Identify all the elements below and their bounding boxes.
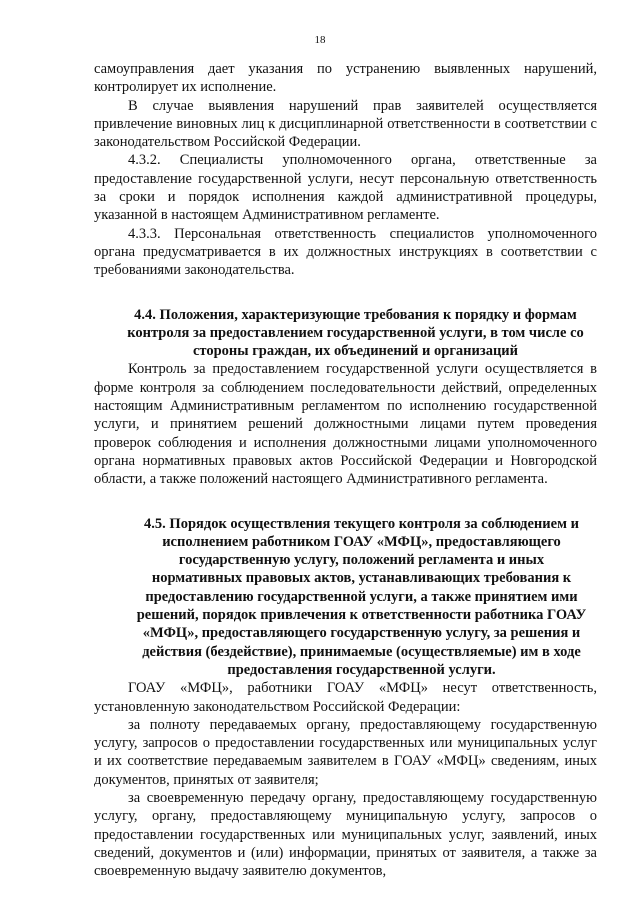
section-heading-4-4: 4.4. Положения, характеризующие требования к порядку и формам контроля за предоставлением государственной услуги, в том числе со стороны граждан, их объединений и организаций	[127, 306, 584, 360]
document-body	[94, 60, 597, 880]
paragraph-mfc-responsibility: ГОАУ «МФЦ», работники ГОАУ «МФЦ» несут ответственность, установленную законодательством Российской Федерации:	[94, 680, 597, 715]
paragraph-control-form: Контроль за предоставлением государственной услуги осуществляется в форме контроля за соблюдением последовательности действий, определенных настоящим Административным регламентом по исполнению государственной услуги, и принятием решений должностными лицами путем проведения проверок соблюдения и исполнения должностными лицами уполномоченного органа нормативных правовых актов Российской Федерации и Новгородской области, а также положений настоящего Административного регламента.	[94, 361, 597, 488]
paragraph-4-3-3: 4.3.3. Персональная ответственность специалистов уполномоченного органа предусматривается в их должностных инструкциях в соответствии с требованиями законодательства.	[94, 225, 597, 279]
paragraph-violations: В случае выявления нарушений прав заявителей осуществляется привлечение виновных лиц к дисциплинарной ответственности в соответствии с законодательством Российской Федерации.	[94, 97, 597, 151]
paragraph-4-3-2: 4.3.2. Специалисты уполномоченного органа, ответственные за предоставление государственной услуги, несут персональную ответственность за сроки и порядок исполнения каждой административной процедуры, указанной в настоящем Административном регламенте.	[94, 152, 597, 224]
section-heading-4-5: 4.5. Порядок осуществления текущего контроля за соблюдением и исполнением работником ГОАУ «МФЦ», предоставляющего государственную услугу, положений регламента и иных нормативных правовых актов, устанавливающих требования к предоставлению государственной услуги, а также принятием ими решений, порядок привлечения к ответственности работника ГОАУ «МФЦ», предоставляющего государственную услугу, за решения и действия (бездействие), принимаемые (осуществляемые) им в ходе предоставления государственной услуги.	[136, 515, 587, 678]
paragraph-timely-transfer: за своевременную передачу органу, предоставляющему государственную услугу, органу, предоставляющему муниципальную услугу, запросов о предоставлении государственных или муниципальных услуг, заявлений, иных сведений, документов и (или) информации, принятых от заявителя, а также за своевременную выдачу заявителю документов,	[94, 789, 597, 880]
paragraph-continuation: самоуправления дает указания по устранению выявленных нарушений, контролирует их исполнение.	[94, 61, 597, 96]
paragraph-completeness: за полноту передаваемых органу, предоставляющему государственную услугу, запросов о предоставлении государственных или муниципальных услуг и их соответствие передаваемым заявителем в ГОАУ «МФЦ» сведениям, иных документов, принятых от заявителя;	[94, 716, 597, 788]
page-number: 18	[314, 34, 326, 46]
